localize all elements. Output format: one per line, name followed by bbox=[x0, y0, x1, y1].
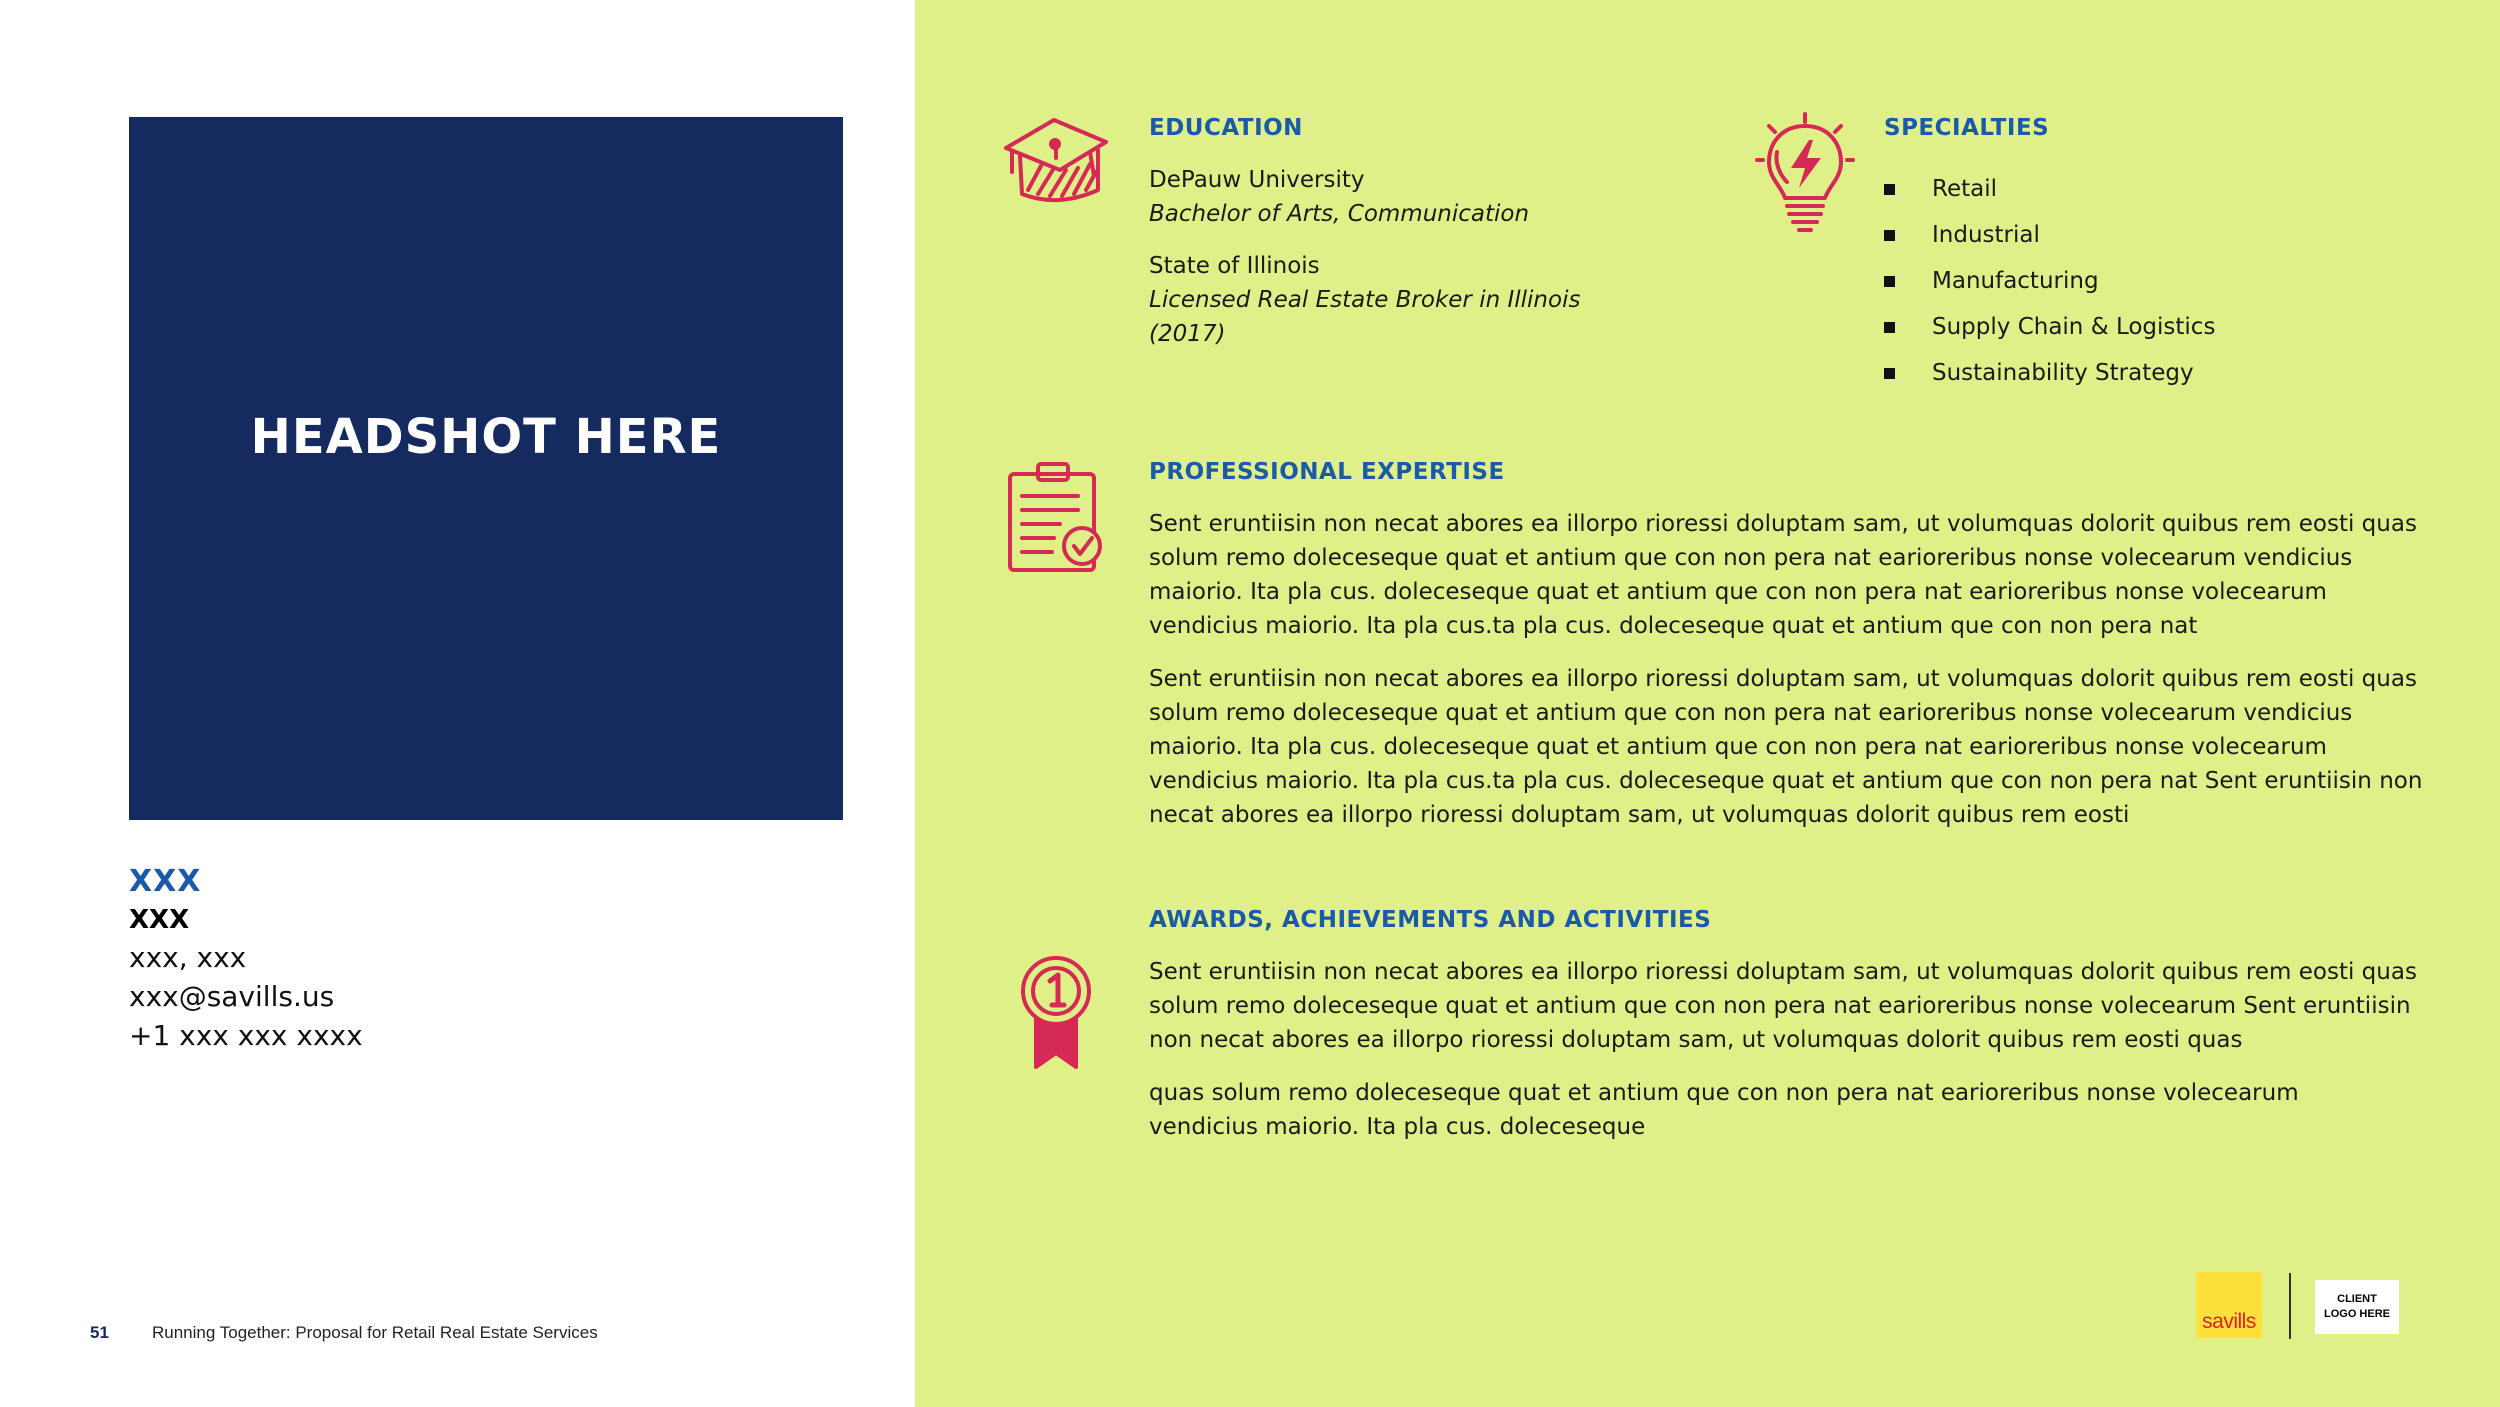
bullet-icon bbox=[1884, 230, 1895, 241]
contact-block bbox=[129, 862, 363, 1055]
specialty-label: Sustainability Strategy bbox=[1932, 360, 2194, 386]
contact-location: xxx, xxx bbox=[129, 941, 247, 974]
list-item bbox=[1884, 350, 2215, 396]
specialty-label: Retail bbox=[1932, 176, 1997, 202]
education-degree: Bachelor of Arts, Communication bbox=[1149, 201, 1530, 227]
bullet-icon bbox=[1884, 184, 1895, 195]
specialty-label: Industrial bbox=[1932, 222, 2040, 248]
list-item bbox=[1884, 258, 2215, 304]
contact-phone[interactable]: +1 xxx xxx xxxx bbox=[129, 1019, 363, 1052]
bullet-icon bbox=[1884, 322, 1895, 333]
lightbulb-icon bbox=[1755, 112, 1855, 236]
education-heading: EDUCATION bbox=[1149, 115, 1303, 141]
bullet-icon bbox=[1884, 368, 1895, 379]
bullet-icon bbox=[1884, 276, 1895, 287]
specialty-label: Manufacturing bbox=[1932, 268, 2099, 294]
client-logo-placeholder bbox=[2315, 1280, 2399, 1334]
expertise-paragraph-2: Sent eruntiisin non necat abores ea illorpo rioressi doluptam sam, ut volumquas dolorit quibus rem eosti quas solum remo doleceseque quat et antium que con non pera nat earioreribus nonse volecearum vendicius maiorio. Ita pla cus. doleceseque quat et antium que con non pera nat earioreribus nonse volecearum vendicius maiorio. Ita pla cus.ta pla cus. doleceseque quat et antium que con non pera nat Sent eruntiisin non necat abores ea illorpo rioressi doluptam sam, ut volumquas dolorit quibus rem eosti bbox=[1149, 666, 2423, 828]
footer-title: Running Together: Proposal for Retail Real Estate Services bbox=[152, 1323, 598, 1342]
list-item bbox=[1884, 166, 2215, 212]
graduation-cap-icon bbox=[998, 112, 1114, 208]
specialties-heading: SPECIALTIES bbox=[1884, 115, 2050, 141]
awards-heading: AWARDS, ACHIEVEMENTS AND ACTIVITIES bbox=[1149, 907, 1712, 933]
contact-email[interactable]: xxx@savills.us bbox=[129, 980, 335, 1013]
expertise-paragraph-1: Sent eruntiisin non necat abores ea illorpo rioressi doluptam sam, ut volumquas dolorit quibus rem eosti quas solum remo doleceseque quat et antium que con non pera nat earioreribus nonse volecearum vendicius maiorio. Ita pla cus. doleceseque quat et antium que con non pera nat earioreribus nonse volecearum vendicius maiorio. Ita pla cus.ta pla cus. doleceseque quat et antium que con non pera nat bbox=[1149, 511, 2417, 639]
education-entry bbox=[1149, 163, 1589, 231]
logo-divider bbox=[2289, 1273, 2291, 1339]
education-degree: Licensed Real Estate Broker in Illinois (2017) bbox=[1149, 287, 1581, 347]
contact-name: XXX bbox=[129, 864, 202, 899]
savills-logo bbox=[2196, 1272, 2262, 1338]
education-institution: DePauw University bbox=[1149, 167, 1365, 193]
education-entry bbox=[1149, 249, 1589, 351]
awards-paragraph-2: quas solum remo doleceseque quat et antium que con non pera nat earioreribus nonse volecearum vendicius maiorio. Ita pla cus. doleceseque bbox=[1149, 1080, 2299, 1140]
education-institution: State of Illinois bbox=[1149, 253, 1320, 279]
contact-title: XXX bbox=[129, 905, 190, 935]
specialty-label: Supply Chain & Logistics bbox=[1932, 314, 2216, 340]
clipboard-check-icon bbox=[1004, 460, 1108, 576]
headshot-placeholder bbox=[129, 117, 843, 820]
list-item bbox=[1884, 212, 2215, 258]
education-list bbox=[1149, 163, 1589, 351]
specialties-list bbox=[1884, 166, 2215, 396]
expertise-heading: PROFESSIONAL EXPERTISE bbox=[1149, 459, 1505, 485]
client-logo-line2: LOGO HERE bbox=[2323, 1308, 2390, 1320]
savills-logo-text: savills bbox=[2202, 1310, 2256, 1333]
awards-paragraph-1: Sent eruntiisin non necat abores ea illorpo rioressi doluptam sam, ut volumquas dolorit quibus rem eosti quas solum remo doleceseque quat et antium que con non pera nat earioreribus nonse volecearum Sent eruntiisin non necat abores ea illorpo rioressi doluptam sam, ut volumquas dolorit quibus rem eosti quas bbox=[1149, 959, 2417, 1053]
headshot-label: HEADSHOT HERE bbox=[250, 408, 722, 465]
award-ribbon-icon bbox=[1018, 953, 1094, 1071]
client-logo-line1: CLIENT bbox=[2337, 1293, 2377, 1305]
page-number: 51 bbox=[90, 1323, 109, 1342]
list-item bbox=[1884, 304, 2215, 350]
